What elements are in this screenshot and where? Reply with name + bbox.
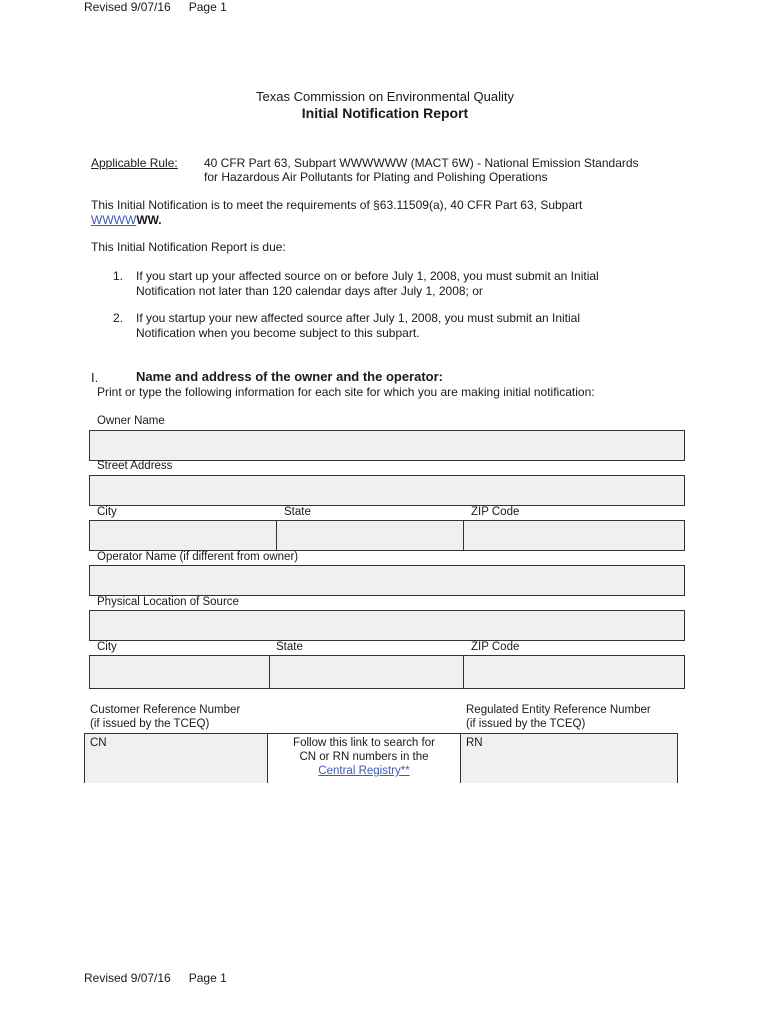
cn-label-1: Customer Reference Number <box>90 704 241 716</box>
central-registry-link[interactable]: Central Registry** <box>318 765 410 777</box>
city-label: City <box>97 506 117 518</box>
due-item-1-line-2: Notification not later than 120 calendar days after July 1, 2008; or <box>136 284 483 298</box>
page-header <box>84 0 227 14</box>
registry-search-line-1: Follow this link to search for <box>293 737 435 749</box>
revised-date: Revised 9/07/16 <box>84 0 171 14</box>
city-label-2: City <box>97 641 117 653</box>
footer-page-number: Page 1 <box>188 971 227 985</box>
street-address-field[interactable] <box>89 475 685 506</box>
subpart-link[interactable]: WWWW <box>91 213 137 227</box>
zip-label-2: ZIP Code <box>471 641 520 653</box>
section-title: Name and address of the owner and the operator: <box>136 369 443 384</box>
rn-label-1: Regulated Entity Reference Number <box>466 704 651 716</box>
footer-revised-date: Revised 9/07/16 <box>84 971 171 985</box>
due-item-1-number: 1. <box>113 269 124 283</box>
intro-line-1: This Initial Notification is to meet the requirements of §63.11509(a), 40 CFR Part 63, Subpart <box>91 198 583 212</box>
state-field[interactable] <box>276 520 464 551</box>
state-field-2[interactable] <box>269 655 464 689</box>
section-instruction: Print or type the following information for each site for which you are making initial notification: <box>97 385 595 399</box>
zip-label: ZIP Code <box>471 506 520 518</box>
rn-label-2: (if issued by the TCEQ) <box>466 718 586 730</box>
physical-location-label: Physical Location of Source <box>97 596 239 608</box>
due-item-2-line-2: Notification when you become subject to this subpart. <box>136 326 420 340</box>
applicable-rule-line-2: for Hazardous Air Pollutants for Plating and Polishing Operations <box>204 170 548 184</box>
city-field-2[interactable] <box>89 655 270 689</box>
cn-field[interactable] <box>85 734 268 783</box>
zip-field[interactable] <box>463 520 685 551</box>
due-heading: This Initial Notification Report is due: <box>91 240 286 254</box>
page-footer <box>84 971 227 985</box>
operator-name-label: Operator Name (if different from owner) <box>97 551 299 563</box>
city-field[interactable] <box>89 520 277 551</box>
applicable-rule-label: Applicable Rule: <box>91 156 178 170</box>
due-item-1-line-1: If you start up your affected source on or before July 1, 2008, you must submit an Initial <box>136 269 599 283</box>
rn-field[interactable] <box>461 734 677 783</box>
state-label: State <box>284 506 311 518</box>
cn-label-2: (if issued by the TCEQ) <box>90 718 210 730</box>
section-number: I. <box>91 370 99 385</box>
subpart-suffix: WW. <box>136 213 162 227</box>
intro-line-2 <box>91 213 162 227</box>
rn-cell-label: RN <box>466 737 483 749</box>
physical-location-field[interactable] <box>89 610 685 641</box>
owner-name-field[interactable] <box>89 430 685 461</box>
street-address-label: Street Address <box>97 460 173 472</box>
registry-search-line-2: CN or RN numbers in the <box>299 751 429 763</box>
state-label-2: State <box>276 641 303 653</box>
agency-title: Texas Commission on Environmental Quality <box>256 89 514 104</box>
operator-name-field[interactable] <box>89 565 685 596</box>
registry-search-cell <box>268 734 461 783</box>
page-number: Page 1 <box>188 0 227 14</box>
report-title: Initial Notification Report <box>301 105 469 121</box>
applicable-rule-line-1: 40 CFR Part 63, Subpart WWWWWW (MACT 6W) - National Emission Standards <box>204 156 639 170</box>
due-item-2-line-1: If you startup your new affected source after July 1, 2008, you must submit an Initial <box>136 311 581 325</box>
owner-name-label: Owner Name <box>97 415 165 427</box>
due-item-2-number: 2. <box>113 311 124 325</box>
zip-field-2[interactable] <box>463 655 685 689</box>
reference-number-table <box>84 733 678 783</box>
cn-cell-label: CN <box>90 737 107 749</box>
